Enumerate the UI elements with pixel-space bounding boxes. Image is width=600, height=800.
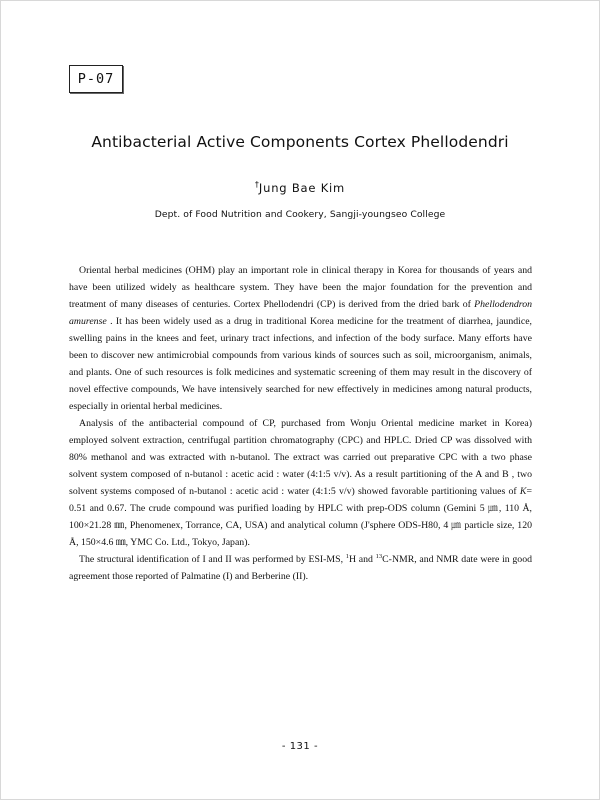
poster-tag: P-07 [69, 65, 123, 93]
abstract-paragraph-2: Analysis of the antibacterial compound of CP, purchased from Wonju Oriental medicine market in Korea) employed solvent extraction, centrifugal partition chromatography (CPC) and HPLC. Dried CP was dissolved with 80% methanol and was extracted with n-butanol. The extract was carried out preparative CPC with a two phase solvent system composed of n-butanol : acetic acid : water (4:1:5 v/v). As a result partitioning of the A and B , two solvent systems composed of n-butanol : acetic acid : water (4:1:5 v/v) showed favorable partitioning values of K= 0.51 and 0.67. The crude compound was purified loading by HPLC with prep-ODS column (Gemini 5 ㎛, 110 Å, 100×21.28 ㎜, Phenomenex, Torrance, CA, USA) and analytical column (J'sphere ODS-H80, 4 ㎛ particle size, 120 Å, 150×4.6 ㎜, YMC Co. Ltd., Tokyo, Japan). [69, 418, 532, 548]
superscript-1h: 1 [345, 553, 349, 560]
page-number: - 131 - [281, 741, 319, 752]
abstract-paragraph-1: Oriental herbal medicines (OHM) play an important role in clinical therapy in Korea for thousands of years and have been utilized widely as healthcare system. They have been the major foundation for the prevention and treatment of many diseases of centuries. Cortex Phellodendri (CP) is derived from the dried bark of Phellodendron amurense . It has been widely used as a drug in traditional Korea medicine for the treatment of diarrhea, jaundice, swelling pains in the knees and feet, urinary tract infections, and infection of the body surface. Many efforts have been to discover new antimicrobial compounds from various kinds of sources such as soil, microorganism, animals, and plants. One of such resources is folk medicines and systematic screening of them may result in the discovery of novel effective compounds, We have intensively searched for new effectively in medicines among natural products, especially in oriental herbal medicines. [69, 265, 532, 412]
author-affiliation: Dept. of Food Nutrition and Cookery, Sangji-youngseo College [154, 209, 446, 220]
superscript-13c: 13 [375, 553, 383, 560]
partition-coefficient-symbol: K [519, 486, 527, 497]
corresponding-author-marker: † [254, 180, 259, 189]
author-name: Jung Bae Kim [258, 181, 346, 195]
author-line [0, 180, 600, 195]
paper-title: Antibacterial Active Components Cortex Phellodendri [91, 133, 509, 151]
abstract-paragraph-3: The structural identification of I and II was performed by ESI-MS, $^1$H and $^{13}$C-NMR, and NMR date were in good agreement those reported of Palmatine (I) and Berberine (II). [69, 553, 532, 582]
species-name: Phellodendron amurense [69, 299, 532, 327]
abstract-body [69, 262, 532, 585]
